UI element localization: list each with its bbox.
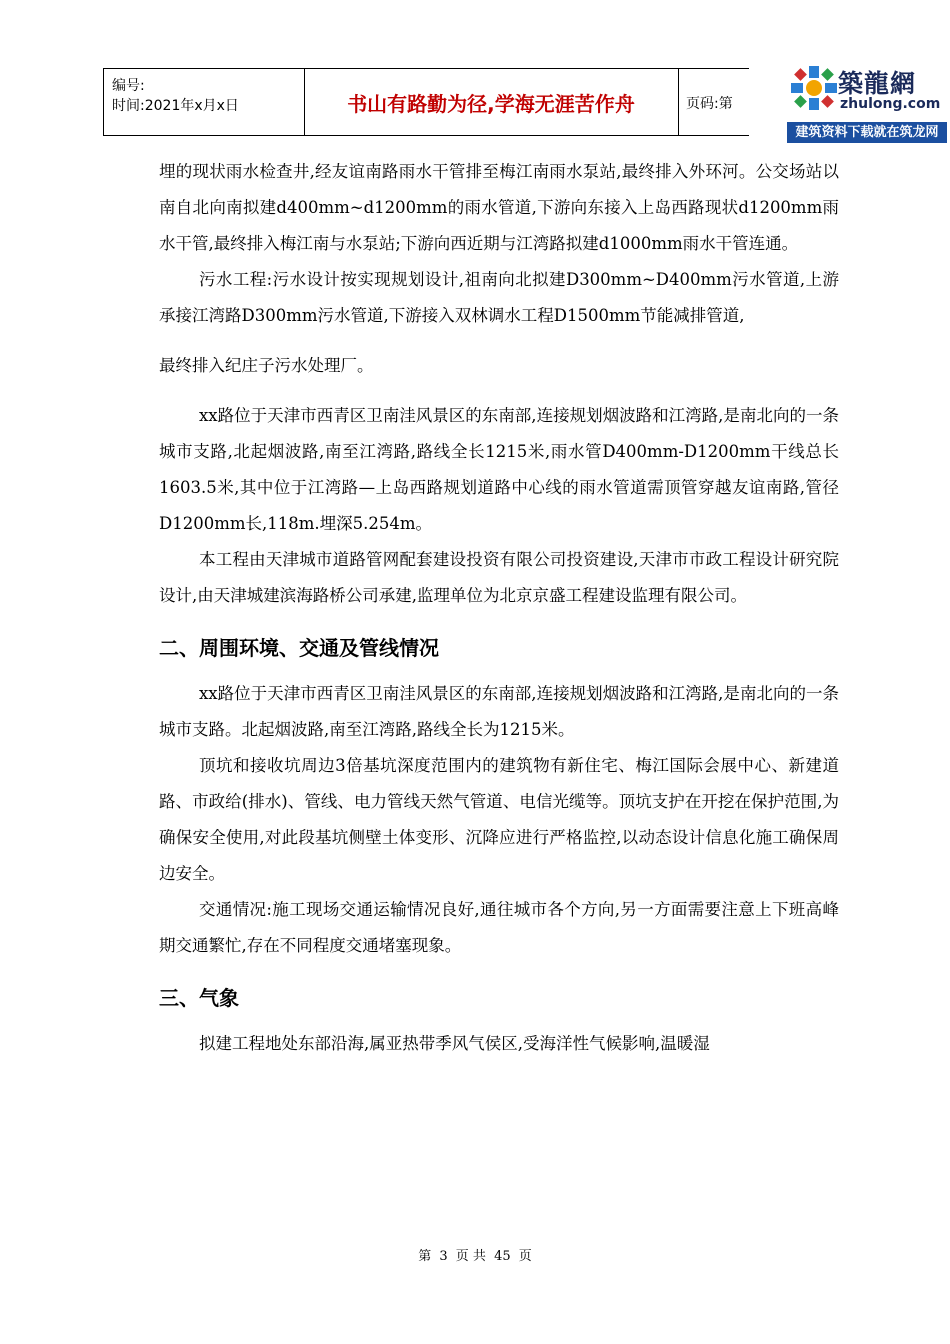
motto-text: 书山有路勤为径,学海无涯苦作舟 (347, 91, 635, 116)
footer-mid: 页 共 (455, 1249, 486, 1264)
paragraph-rainwater-continued: 埋的现状雨水检查井,经友谊南路雨水干管排至梅江南雨水泵站,最终排入外环河。公交场站以南自北向南拟建d400mm~d1200mm的雨水管道,下游向东接入上岛西路现状d1200mm雨水干管,最终排入梅江南与水泵站;下游向西近期与江湾路拟建d1000mm雨水干管连通。 (159, 162, 839, 253)
header-motto-cell (304, 69, 679, 135)
page-code-label: 页码:第 (686, 96, 733, 112)
footer-page-number: 3 (439, 1249, 448, 1264)
header-page-cell (678, 69, 748, 135)
number-label: 编号: (112, 78, 145, 94)
paragraph-sewage-end: 最终排入纪庄子污水处理厂。 (159, 356, 374, 375)
document-header (103, 68, 749, 136)
logo-slogan: 建筑资料下载就在筑龙网 (787, 122, 947, 143)
document-body (159, 154, 839, 1062)
paragraph-traffic: 交通情况:施工现场交通运输情况良好,通往城市各个方向,另一方面需要注意上下班高峰期交通繁忙,存在不同程度交通堵塞现象。 (159, 900, 839, 955)
section-heading-climate: 三、气象 (159, 986, 239, 1010)
paragraph-climate: 拟建工程地处东部沿海,属亚热带季风气侯区,受海洋性气候影响,温暖湿 (199, 1034, 710, 1053)
header-meta-cell (104, 69, 305, 135)
logo-cn-text: 築龍網 (838, 69, 917, 98)
paragraph-road-location: xx路位于天津市西青区卫南洼风景区的东南部,连接规划烟波路和江湾路,是南北向的一条城市支路。北起烟波路,南至江湾路,路线全长为1215米。 (159, 684, 839, 739)
paragraph-sewage: 污水工程:污水设计按实现规划设计,祖南向北拟建D300mm~D400mm污水管道,上游承接江湾路D300mm污水管道,下游接入双林调水工程D1500mm节能减排管道, (159, 270, 839, 325)
time-label: 时间:2021年x月x日 (112, 98, 239, 114)
zhulong-logo (787, 62, 947, 144)
paragraph-surroundings: 顶坑和接收坑周边3倍基坑深度范围内的建筑物有新住宅、梅江国际会展中心、新建道路、市政给(排水)、管线、电力管线天然气管道、电信光缆等。顶坑支护在开挖在保护范围,为确保安全使用,对此段基坑侧壁土体变形、沉降应进行严格监控,以动态设计信息化施工确保周边安全。 (159, 756, 839, 883)
logo-en-text: zhulong.com (840, 96, 941, 112)
spacer (159, 334, 839, 348)
zhulong-logo-icon (789, 64, 839, 118)
paragraph-project-parties: 本工程由天津城市道路管网配套建设投资有限公司投资建设,天津市市政工程设计研究院设计,由天津城建滨海路桥公司承建,监理单位为北京京盛工程建设监理有限公司。 (159, 550, 839, 605)
footer-suffix: 页 (518, 1249, 532, 1264)
footer-total-pages: 45 (494, 1249, 511, 1264)
section-heading-environment: 二、周围环境、交通及管线情况 (159, 636, 439, 660)
paragraph-road-overview: xx路位于天津市西青区卫南洼风景区的东南部,连接规划烟波路和江湾路,是南北向的一条城市支路,北起烟波路,南至江湾路,路线全长1215米,雨水管D400mm-D1200mm干线总长1603.5米,其中位于江湾路—上岛西路规划道路中心线的雨水管道需顶管穿越友谊南路,管径D1200mm长,118m.埋深5.254m。 (159, 406, 839, 533)
page-footer (0, 1245, 950, 1264)
spacer (159, 384, 839, 398)
footer-prefix: 第 (418, 1249, 432, 1264)
